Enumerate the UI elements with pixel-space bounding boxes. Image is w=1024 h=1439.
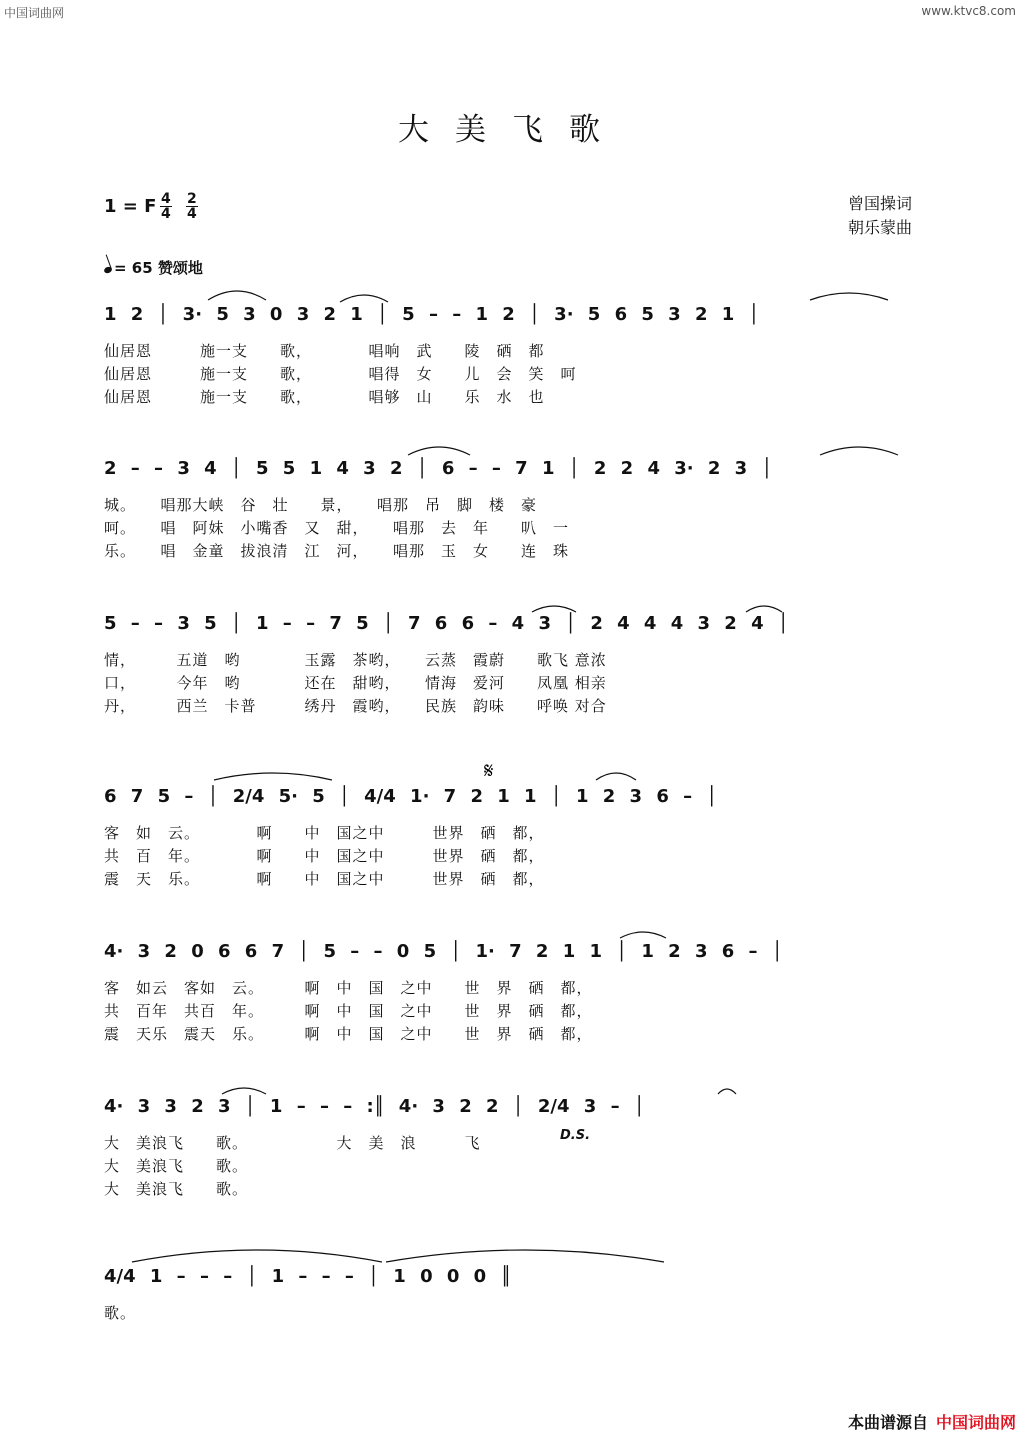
- slur-mark: [746, 606, 782, 612]
- slur-mark: [214, 773, 332, 780]
- slur-mark: [596, 773, 636, 780]
- notation-line: 4· 3 2 0 6 6 7 │ 5 – – 0 5 │ 1· 7 2 1 1 │ 1 2 3 6 – │: [104, 941, 783, 962]
- slur-mark: [810, 293, 888, 300]
- slur-mark: [820, 447, 898, 455]
- lyric-line: 呵。 唱 阿妹 小嘴香 又 甜， 唱那 去 年 叭 一: [104, 519, 570, 537]
- lyric-line: 客 如 云。 啊 中 国之中 世界 硒 都，: [104, 824, 545, 842]
- watermark-right: www.ktvc8.com: [921, 4, 1016, 18]
- slur-mark: [386, 1250, 664, 1262]
- song-title: 大美飞歌: [398, 112, 626, 148]
- time-signature-2-4: $\frac{2}{4}$: [187, 191, 197, 222]
- segno-sign: 𝄋: [484, 759, 494, 784]
- notation-line: 5 – – 3 5 │ 1 – – 7 5 │ 7 6 6 – 4 3 │ 2 4 4 4 3 2 4 │: [104, 613, 789, 634]
- slur-mark: [208, 291, 266, 300]
- slur-mark: [132, 1250, 382, 1262]
- lyric-line: 客 如云 客如 云。 啊 中 国 之中 世 界 硒 都，: [104, 979, 593, 997]
- composer: 朝乐蒙曲: [847, 218, 912, 237]
- lyric-line: 仙居恩 施一支 歌， 唱得 女 儿 会 笑 呵: [104, 365, 577, 383]
- lyric-line: 共 百年 共百 年。 啊 中 国 之中 世 界 硒 都，: [104, 1002, 593, 1020]
- time-signature-4-4: $\frac{4}{4}$: [161, 191, 171, 222]
- slur-mark: [408, 447, 470, 455]
- lyric-line: 大 美浪飞 歌。: [104, 1157, 249, 1175]
- fermata-mark: [718, 1089, 736, 1094]
- notation-line: 1 2 │ 3· 5 3 0 3 2 1 │ 5 – – 1 2 │ 3· 5 6 5 3 2 1 │: [104, 304, 760, 325]
- lyric-line: 共 百 年。 啊 中 国之中 世界 硒 都，: [104, 847, 545, 865]
- notation-line: 6 7 5 – │ 2/4 5· 5 │ 4/4 1· 7 2 1 1 │ 1 2 3 6 – │: [104, 786, 718, 807]
- tempo-marking: = 65 赞颂地: [104, 257, 203, 278]
- slur-mark: [532, 606, 576, 612]
- watermark-left: 中国词曲网: [4, 6, 65, 20]
- lyric-line: 震 天乐 震天 乐。 啊 中 国 之中 世 界 硒 都，: [104, 1025, 593, 1043]
- lyric-line: 仙居恩 施一支 歌， 唱够 山 乐 水 也: [104, 388, 545, 406]
- notation-line: 2 – – 3 4 │ 5 5 1 4 3 2 │ 6 – – 7 1 │ 2 2 4 3· 2 3 │: [104, 458, 773, 479]
- lyric-line: 城。 唱那大峡 谷 壮 景， 唱那 吊 脚 楼 豪: [104, 496, 538, 514]
- notation-line: 4· 3 3 2 3 │ 1 – – – :║ 4· 3 2 2 │ 2/4 3 – │: [104, 1096, 645, 1117]
- lyricist: 曾国操词: [847, 194, 912, 213]
- lyric-line: 大 美浪飞 歌。 大 美 浪 飞: [104, 1134, 481, 1152]
- lyric-line: 乐。 唱 金童 拔浪清 江 河， 唱那 玉 女 连 珠: [104, 542, 570, 560]
- notation-line: 4/4 1 – – – │ 1 – – – │ 1 0 0 0 ║: [104, 1266, 512, 1287]
- lyric-line: 情， 五道 哟 玉露 茶哟， 云蒸 霞蔚 歌飞 意浓: [104, 651, 607, 669]
- lyric-line: 震 天 乐。 啊 中 国之中 世界 硒 都，: [104, 870, 545, 888]
- slur-mark: [222, 1088, 266, 1094]
- lyric-line: 丹， 西兰 卡普 绣丹 霞哟， 民族 韵味 呼唤 对合: [104, 697, 607, 715]
- lyric-line: 口， 今年 哟 还在 甜哟， 情海 爱河 凤凰 相亲: [104, 674, 607, 692]
- lyric-line: 歌。: [104, 1304, 137, 1322]
- lyric-line: 仙居恩 施一支 歌， 唱响 武 陵 硒 都: [104, 342, 545, 360]
- dal-segno-marking: D.S.: [560, 1128, 591, 1143]
- slur-mark: [620, 932, 666, 938]
- slur-mark: [340, 295, 388, 302]
- footer-source: 本曲谱源自 中国词曲网: [847, 1413, 1016, 1432]
- lyric-line: 大 美浪飞 歌。: [104, 1180, 249, 1198]
- key-signature: 1 = F: [104, 196, 157, 217]
